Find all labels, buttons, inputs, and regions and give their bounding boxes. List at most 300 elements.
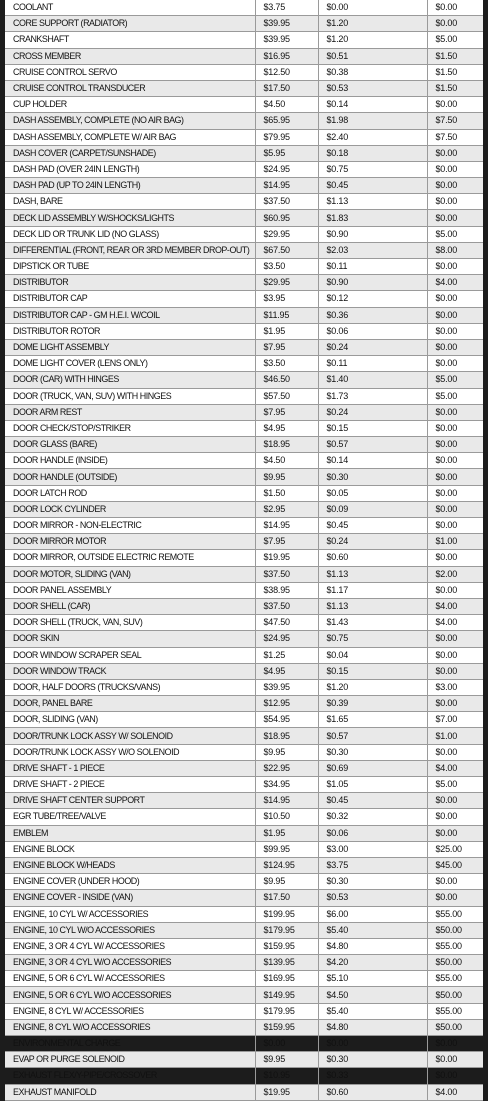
environmental-fee-cell: $1.00 — [427, 534, 483, 550]
part-name-cell: DOOR, SLIDING (VAN) — [5, 712, 255, 728]
price-cell: $4.50 — [255, 97, 318, 113]
core-charge-cell: $1.20 — [318, 679, 427, 695]
environmental-fee-cell: $0.00 — [427, 420, 483, 436]
price-cell: $5.95 — [255, 145, 318, 161]
table-row — [5, 485, 483, 501]
table-row — [5, 647, 483, 663]
part-name-cell: ENGINE, 5 OR 6 CYL W/ ACCESSORIES — [5, 971, 255, 987]
environmental-fee-cell: $0.00 — [427, 210, 483, 226]
environmental-fee-cell: $0.00 — [427, 696, 483, 712]
part-name-cell: DOOR (CAR) WITH HINGES — [5, 372, 255, 388]
environmental-fee-cell: $0.00 — [427, 501, 483, 517]
part-name-cell: EXHAUST MANIFOLD — [5, 1084, 255, 1100]
part-name-cell: DISTRIBUTOR CAP - GM H.E.I. W/COIL — [5, 307, 255, 323]
price-cell: $1.95 — [255, 323, 318, 339]
core-charge-cell: $0.09 — [318, 501, 427, 517]
core-charge-cell: $2.03 — [318, 242, 427, 258]
environmental-fee-cell: $0.00 — [427, 485, 483, 501]
environmental-fee-cell: $7.50 — [427, 129, 483, 145]
price-cell: $3.50 — [255, 259, 318, 275]
table-row — [5, 1068, 483, 1084]
core-charge-cell: $0.06 — [318, 825, 427, 841]
core-charge-cell: $0.90 — [318, 226, 427, 242]
table-row — [5, 696, 483, 712]
core-charge-cell: $1.20 — [318, 16, 427, 32]
part-name-cell: DOOR CHECK/STOP/STRIKER — [5, 420, 255, 436]
table-row — [5, 793, 483, 809]
table-row — [5, 922, 483, 938]
table-row — [5, 339, 483, 355]
core-charge-cell: $5.40 — [318, 922, 427, 938]
price-cell: $18.95 — [255, 437, 318, 453]
part-name-cell: DOOR MIRROR, OUTSIDE ELECTRIC REMOTE — [5, 550, 255, 566]
table-row — [5, 987, 483, 1003]
price-cell: $159.95 — [255, 938, 318, 954]
price-cell: $10.95 — [255, 1068, 318, 1084]
environmental-fee-cell: $0.00 — [427, 259, 483, 275]
environmental-fee-cell: $0.00 — [427, 453, 483, 469]
part-name-cell: DRIVE SHAFT CENTER SUPPORT — [5, 793, 255, 809]
core-charge-cell: $1.13 — [318, 566, 427, 582]
core-charge-cell: $0.12 — [318, 291, 427, 307]
price-cell: $9.95 — [255, 1052, 318, 1068]
environmental-fee-cell: $0.00 — [427, 518, 483, 534]
table-row — [5, 566, 483, 582]
table-row — [5, 890, 483, 906]
table-row — [5, 145, 483, 161]
part-name-cell: DOOR GLASS (BARE) — [5, 437, 255, 453]
table-row — [5, 825, 483, 841]
part-name-cell: COOLANT — [5, 0, 255, 16]
environmental-fee-cell: $8.00 — [427, 242, 483, 258]
price-cell: $65.95 — [255, 113, 318, 129]
part-name-cell: DISTRIBUTOR CAP — [5, 291, 255, 307]
price-cell: $37.50 — [255, 598, 318, 614]
core-charge-cell: $0.75 — [318, 631, 427, 647]
price-cell: $179.95 — [255, 1003, 318, 1019]
core-charge-cell: $1.13 — [318, 194, 427, 210]
environmental-fee-cell: $0.00 — [427, 1052, 483, 1068]
environmental-fee-cell: $0.00 — [427, 582, 483, 598]
environmental-fee-cell: $0.00 — [427, 469, 483, 485]
table-row — [5, 437, 483, 453]
price-cell: $1.25 — [255, 647, 318, 663]
price-cell: $29.95 — [255, 226, 318, 242]
price-cell: $57.50 — [255, 388, 318, 404]
core-charge-cell: $4.80 — [318, 938, 427, 954]
core-charge-cell: $0.38 — [318, 64, 427, 80]
part-name-cell: DOOR MIRROR - NON-ELECTRIC — [5, 518, 255, 534]
part-name-cell: CRUISE CONTROL SERVO — [5, 64, 255, 80]
price-cell: $1.95 — [255, 825, 318, 841]
part-name-cell: DASH PAD (UP TO 24IN LENGTH) — [5, 178, 255, 194]
core-charge-cell: $0.57 — [318, 728, 427, 744]
part-name-cell: DASH, BARE — [5, 194, 255, 210]
environmental-fee-cell: $0.00 — [427, 0, 483, 16]
price-cell: $10.50 — [255, 809, 318, 825]
price-cell: $19.95 — [255, 550, 318, 566]
price-cell: $124.95 — [255, 857, 318, 873]
core-charge-cell: $0.60 — [318, 550, 427, 566]
core-charge-cell: $0.30 — [318, 874, 427, 890]
core-charge-cell: $1.73 — [318, 388, 427, 404]
price-cell: $24.95 — [255, 631, 318, 647]
core-charge-cell: $0.30 — [318, 1052, 427, 1068]
environmental-fee-cell: $0.00 — [427, 647, 483, 663]
core-charge-cell: $0.04 — [318, 647, 427, 663]
core-charge-cell: $0.60 — [318, 1084, 427, 1100]
environmental-fee-cell: $1.50 — [427, 48, 483, 64]
part-name-cell: DISTRIBUTOR — [5, 275, 255, 291]
table-row — [5, 275, 483, 291]
environmental-fee-cell: $0.00 — [427, 1068, 483, 1084]
parts-price-rows — [5, 0, 483, 1100]
environmental-fee-cell: $0.00 — [427, 323, 483, 339]
table-row — [5, 955, 483, 971]
price-cell: $139.95 — [255, 955, 318, 971]
part-name-cell: DISTRIBUTOR ROTOR — [5, 323, 255, 339]
environmental-fee-cell: $0.00 — [427, 744, 483, 760]
table-row — [5, 874, 483, 890]
table-row — [5, 129, 483, 145]
table-row — [5, 80, 483, 96]
part-name-cell: DOOR ARM REST — [5, 404, 255, 420]
environmental-fee-cell: $0.00 — [427, 194, 483, 210]
environmental-fee-cell: $0.00 — [427, 307, 483, 323]
price-cell: $14.95 — [255, 518, 318, 534]
table-row — [5, 97, 483, 113]
price-cell: $11.95 — [255, 307, 318, 323]
environmental-fee-cell: $0.00 — [427, 97, 483, 113]
core-charge-cell: $6.00 — [318, 906, 427, 922]
core-charge-cell: $4.20 — [318, 955, 427, 971]
environmental-fee-cell: $4.00 — [427, 760, 483, 776]
table-row — [5, 518, 483, 534]
part-name-cell: CRUISE CONTROL TRANSDUCER — [5, 80, 255, 96]
price-cell: $2.95 — [255, 501, 318, 517]
environmental-fee-cell: $0.00 — [427, 339, 483, 355]
environmental-fee-cell: $0.00 — [427, 825, 483, 841]
price-cell: $7.95 — [255, 404, 318, 420]
part-name-cell: DOOR WINDOW SCRAPER SEAL — [5, 647, 255, 663]
part-name-cell: EVAP OR PURGE SOLENOID — [5, 1052, 255, 1068]
table-row — [5, 194, 483, 210]
environmental-fee-cell: $50.00 — [427, 955, 483, 971]
part-name-cell: ENGINE, 10 CYL W/ ACCESSORIES — [5, 906, 255, 922]
core-charge-cell: $4.50 — [318, 987, 427, 1003]
price-cell: $39.95 — [255, 679, 318, 695]
core-charge-cell: $5.40 — [318, 1003, 427, 1019]
environmental-fee-cell: $50.00 — [427, 922, 483, 938]
part-name-cell: ENVIRONMENTAL CHARGE — [5, 1036, 255, 1052]
environmental-fee-cell: $0.00 — [427, 890, 483, 906]
core-charge-cell: $0.24 — [318, 404, 427, 420]
price-cell: $47.50 — [255, 615, 318, 631]
price-cell: $17.50 — [255, 890, 318, 906]
price-cell: $14.95 — [255, 793, 318, 809]
part-name-cell: ENGINE, 8 CYL W/O ACCESSORIES — [5, 1019, 255, 1035]
part-name-cell: DASH PAD (OVER 24IN LENGTH) — [5, 161, 255, 177]
price-cell: $37.50 — [255, 566, 318, 582]
price-cell: $3.75 — [255, 0, 318, 16]
part-name-cell: DOOR SHELL (TRUCK, VAN, SUV) — [5, 615, 255, 631]
price-cell: $39.95 — [255, 32, 318, 48]
core-charge-cell: $0.14 — [318, 97, 427, 113]
price-cell: $22.95 — [255, 760, 318, 776]
environmental-fee-cell: $0.00 — [427, 437, 483, 453]
table-row — [5, 307, 483, 323]
core-charge-cell: $0.00 — [318, 0, 427, 16]
price-cell: $9.95 — [255, 874, 318, 890]
environmental-fee-cell: $7.00 — [427, 712, 483, 728]
core-charge-cell: $1.65 — [318, 712, 427, 728]
part-name-cell: DOOR (TRUCK, VAN, SUV) WITH HINGES — [5, 388, 255, 404]
price-cell: $9.95 — [255, 744, 318, 760]
core-charge-cell: $0.45 — [318, 793, 427, 809]
table-row — [5, 550, 483, 566]
parts-price-table — [5, 0, 483, 1101]
price-cell: $9.95 — [255, 469, 318, 485]
price-cell: $7.95 — [255, 534, 318, 550]
environmental-fee-cell: $0.00 — [427, 663, 483, 679]
environmental-fee-cell: $50.00 — [427, 987, 483, 1003]
core-charge-cell: $0.75 — [318, 161, 427, 177]
price-cell: $34.95 — [255, 777, 318, 793]
part-name-cell: DOOR LOCK CYLINDER — [5, 501, 255, 517]
environmental-fee-cell: $0.00 — [427, 291, 483, 307]
table-row — [5, 210, 483, 226]
core-charge-cell: $0.11 — [318, 356, 427, 372]
table-row — [5, 372, 483, 388]
part-name-cell: DECK LID OR TRUNK LID (NO GLASS) — [5, 226, 255, 242]
table-row — [5, 356, 483, 372]
table-row — [5, 16, 483, 32]
part-name-cell: ENGINE COVER (UNDER HOOD) — [5, 874, 255, 890]
price-cell: $199.95 — [255, 906, 318, 922]
core-charge-cell: $1.17 — [318, 582, 427, 598]
part-name-cell: DOOR MOTOR, SLIDING (VAN) — [5, 566, 255, 582]
table-row — [5, 420, 483, 436]
price-cell: $3.50 — [255, 356, 318, 372]
part-name-cell: DASH ASSEMBLY, COMPLETE W/ AIR BAG — [5, 129, 255, 145]
price-cell: $37.50 — [255, 194, 318, 210]
core-charge-cell: $0.39 — [318, 696, 427, 712]
price-cell: $4.50 — [255, 453, 318, 469]
environmental-fee-cell: $2.00 — [427, 566, 483, 582]
core-charge-cell: $1.83 — [318, 210, 427, 226]
table-row — [5, 323, 483, 339]
part-name-cell: DOOR/TRUNK LOCK ASSY W/ SOLENOID — [5, 728, 255, 744]
price-cell: $149.95 — [255, 987, 318, 1003]
environmental-fee-cell: $0.00 — [427, 1036, 483, 1052]
part-name-cell: ENGINE, 3 OR 4 CYL W/ ACCESSORIES — [5, 938, 255, 954]
core-charge-cell: $0.45 — [318, 518, 427, 534]
table-row — [5, 663, 483, 679]
part-name-cell: ENGINE, 5 OR 6 CYL W/O ACCESSORIES — [5, 987, 255, 1003]
core-charge-cell: $0.69 — [318, 760, 427, 776]
price-cell: $12.95 — [255, 696, 318, 712]
part-name-cell: DASH ASSEMBLY, COMPLETE (NO AIR BAG) — [5, 113, 255, 129]
core-charge-cell: $3.75 — [318, 857, 427, 873]
price-cell: $17.50 — [255, 80, 318, 96]
environmental-fee-cell: $0.00 — [427, 178, 483, 194]
price-cell: $3.95 — [255, 291, 318, 307]
core-charge-cell: $1.40 — [318, 372, 427, 388]
table-row — [5, 582, 483, 598]
core-charge-cell: $4.80 — [318, 1019, 427, 1035]
price-cell: $54.95 — [255, 712, 318, 728]
environmental-fee-cell: $55.00 — [427, 1003, 483, 1019]
table-row — [5, 1003, 483, 1019]
table-row — [5, 906, 483, 922]
table-row — [5, 113, 483, 129]
core-charge-cell: $0.53 — [318, 80, 427, 96]
environmental-fee-cell: $0.00 — [427, 550, 483, 566]
table-row — [5, 728, 483, 744]
environmental-fee-cell: $55.00 — [427, 971, 483, 987]
price-cell: $99.95 — [255, 841, 318, 857]
core-charge-cell: $0.33 — [318, 1068, 427, 1084]
environmental-fee-cell: $1.50 — [427, 64, 483, 80]
environmental-fee-cell: $5.00 — [427, 32, 483, 48]
table-row — [5, 809, 483, 825]
part-name-cell: DRIVE SHAFT - 2 PIECE — [5, 777, 255, 793]
table-row — [5, 32, 483, 48]
environmental-fee-cell: $0.00 — [427, 809, 483, 825]
environmental-fee-cell: $55.00 — [427, 906, 483, 922]
environmental-fee-cell: $3.00 — [427, 679, 483, 695]
price-cell: $4.95 — [255, 420, 318, 436]
table-row — [5, 631, 483, 647]
table-row — [5, 291, 483, 307]
part-name-cell: DRIVE SHAFT - 1 PIECE — [5, 760, 255, 776]
core-charge-cell: $0.00 — [318, 1036, 427, 1052]
core-charge-cell: $0.30 — [318, 469, 427, 485]
part-name-cell: DIFFERENTIAL (FRONT, REAR OR 3RD MEMBER DROP-OUT) — [5, 242, 255, 258]
table-row — [5, 971, 483, 987]
table-row — [5, 615, 483, 631]
table-row — [5, 0, 483, 16]
environmental-fee-cell: $0.00 — [427, 404, 483, 420]
core-charge-cell: $5.10 — [318, 971, 427, 987]
environmental-fee-cell: $0.00 — [427, 161, 483, 177]
core-charge-cell: $1.43 — [318, 615, 427, 631]
core-charge-cell: $0.14 — [318, 453, 427, 469]
table-row — [5, 777, 483, 793]
table-row — [5, 841, 483, 857]
table-row — [5, 1036, 483, 1052]
core-charge-cell: $1.98 — [318, 113, 427, 129]
table-row — [5, 1019, 483, 1035]
part-name-cell: DOOR, HALF DOORS (TRUCKS/VANS) — [5, 679, 255, 695]
environmental-fee-cell: $50.00 — [427, 1019, 483, 1035]
core-charge-cell: $0.24 — [318, 534, 427, 550]
price-cell: $169.95 — [255, 971, 318, 987]
price-sheet — [5, 0, 483, 1097]
core-charge-cell: $0.45 — [318, 178, 427, 194]
core-charge-cell: $0.05 — [318, 485, 427, 501]
core-charge-cell: $0.18 — [318, 145, 427, 161]
environmental-fee-cell: $45.00 — [427, 857, 483, 873]
table-row — [5, 679, 483, 695]
environmental-fee-cell: $25.00 — [427, 841, 483, 857]
part-name-cell: DOOR PANEL ASSEMBLY — [5, 582, 255, 598]
environmental-fee-cell: $0.00 — [427, 793, 483, 809]
environmental-fee-cell: $4.00 — [427, 275, 483, 291]
part-name-cell: DASH COVER (CARPET/SUNSHADE) — [5, 145, 255, 161]
part-name-cell: DOME LIGHT COVER (LENS ONLY) — [5, 356, 255, 372]
part-name-cell: DOOR HANDLE (OUTSIDE) — [5, 469, 255, 485]
table-row — [5, 938, 483, 954]
part-name-cell: EGR TUBE/TREE/VALVE — [5, 809, 255, 825]
core-charge-cell: $0.57 — [318, 437, 427, 453]
core-charge-cell: $0.90 — [318, 275, 427, 291]
part-name-cell: ENGINE, 10 CYL W/O ACCESSORIES — [5, 922, 255, 938]
table-row — [5, 712, 483, 728]
part-name-cell: DIPSTICK OR TUBE — [5, 259, 255, 275]
part-name-cell: DECK LID ASSEMBLY W/SHOCKS/LIGHTS — [5, 210, 255, 226]
price-cell: $19.95 — [255, 1084, 318, 1100]
environmental-fee-cell: $5.00 — [427, 388, 483, 404]
table-row — [5, 226, 483, 242]
part-name-cell: ENGINE COVER - INSIDE (VAN) — [5, 890, 255, 906]
core-charge-cell: $0.53 — [318, 890, 427, 906]
table-row — [5, 534, 483, 550]
environmental-fee-cell: $0.00 — [427, 631, 483, 647]
table-row — [5, 857, 483, 873]
price-cell: $14.95 — [255, 178, 318, 194]
environmental-fee-cell: $0.00 — [427, 356, 483, 372]
environmental-fee-cell: $4.00 — [427, 1084, 483, 1100]
core-charge-cell: $1.13 — [318, 598, 427, 614]
core-charge-cell: $0.30 — [318, 744, 427, 760]
core-charge-cell: $0.15 — [318, 420, 427, 436]
environmental-fee-cell: $4.00 — [427, 615, 483, 631]
table-row — [5, 1052, 483, 1068]
core-charge-cell: $2.40 — [318, 129, 427, 145]
core-charge-cell: $0.15 — [318, 663, 427, 679]
part-name-cell: DOOR LATCH ROD — [5, 485, 255, 501]
part-name-cell: ENGINE BLOCK W/HEADS — [5, 857, 255, 873]
part-name-cell: DOOR/TRUNK LOCK ASSY W/O SOLENOID — [5, 744, 255, 760]
core-charge-cell: $0.24 — [318, 339, 427, 355]
part-name-cell: CORE SUPPORT (RADIATOR) — [5, 16, 255, 32]
environmental-fee-cell: $55.00 — [427, 938, 483, 954]
part-name-cell: CUP HOLDER — [5, 97, 255, 113]
part-name-cell: ENGINE, 3 OR 4 CYL W/O ACCESSORIES — [5, 955, 255, 971]
price-cell: $67.50 — [255, 242, 318, 258]
price-cell: $1.50 — [255, 485, 318, 501]
environmental-fee-cell: $4.00 — [427, 598, 483, 614]
table-row — [5, 469, 483, 485]
core-charge-cell: $0.32 — [318, 809, 427, 825]
core-charge-cell: $1.05 — [318, 777, 427, 793]
table-row — [5, 453, 483, 469]
price-cell: $60.95 — [255, 210, 318, 226]
price-cell: $16.95 — [255, 48, 318, 64]
core-charge-cell: $0.11 — [318, 259, 427, 275]
table-row — [5, 744, 483, 760]
part-name-cell: CROSS MEMBER — [5, 48, 255, 64]
environmental-fee-cell: $0.00 — [427, 145, 483, 161]
environmental-fee-cell: $0.00 — [427, 16, 483, 32]
environmental-fee-cell: $0.00 — [427, 874, 483, 890]
table-row — [5, 161, 483, 177]
core-charge-cell: $0.51 — [318, 48, 427, 64]
part-name-cell: DOOR, PANEL BARE — [5, 696, 255, 712]
price-cell: $179.95 — [255, 922, 318, 938]
part-name-cell: EXHAUST FLEX/Y-PIPE/CROSSOVER — [5, 1068, 255, 1084]
